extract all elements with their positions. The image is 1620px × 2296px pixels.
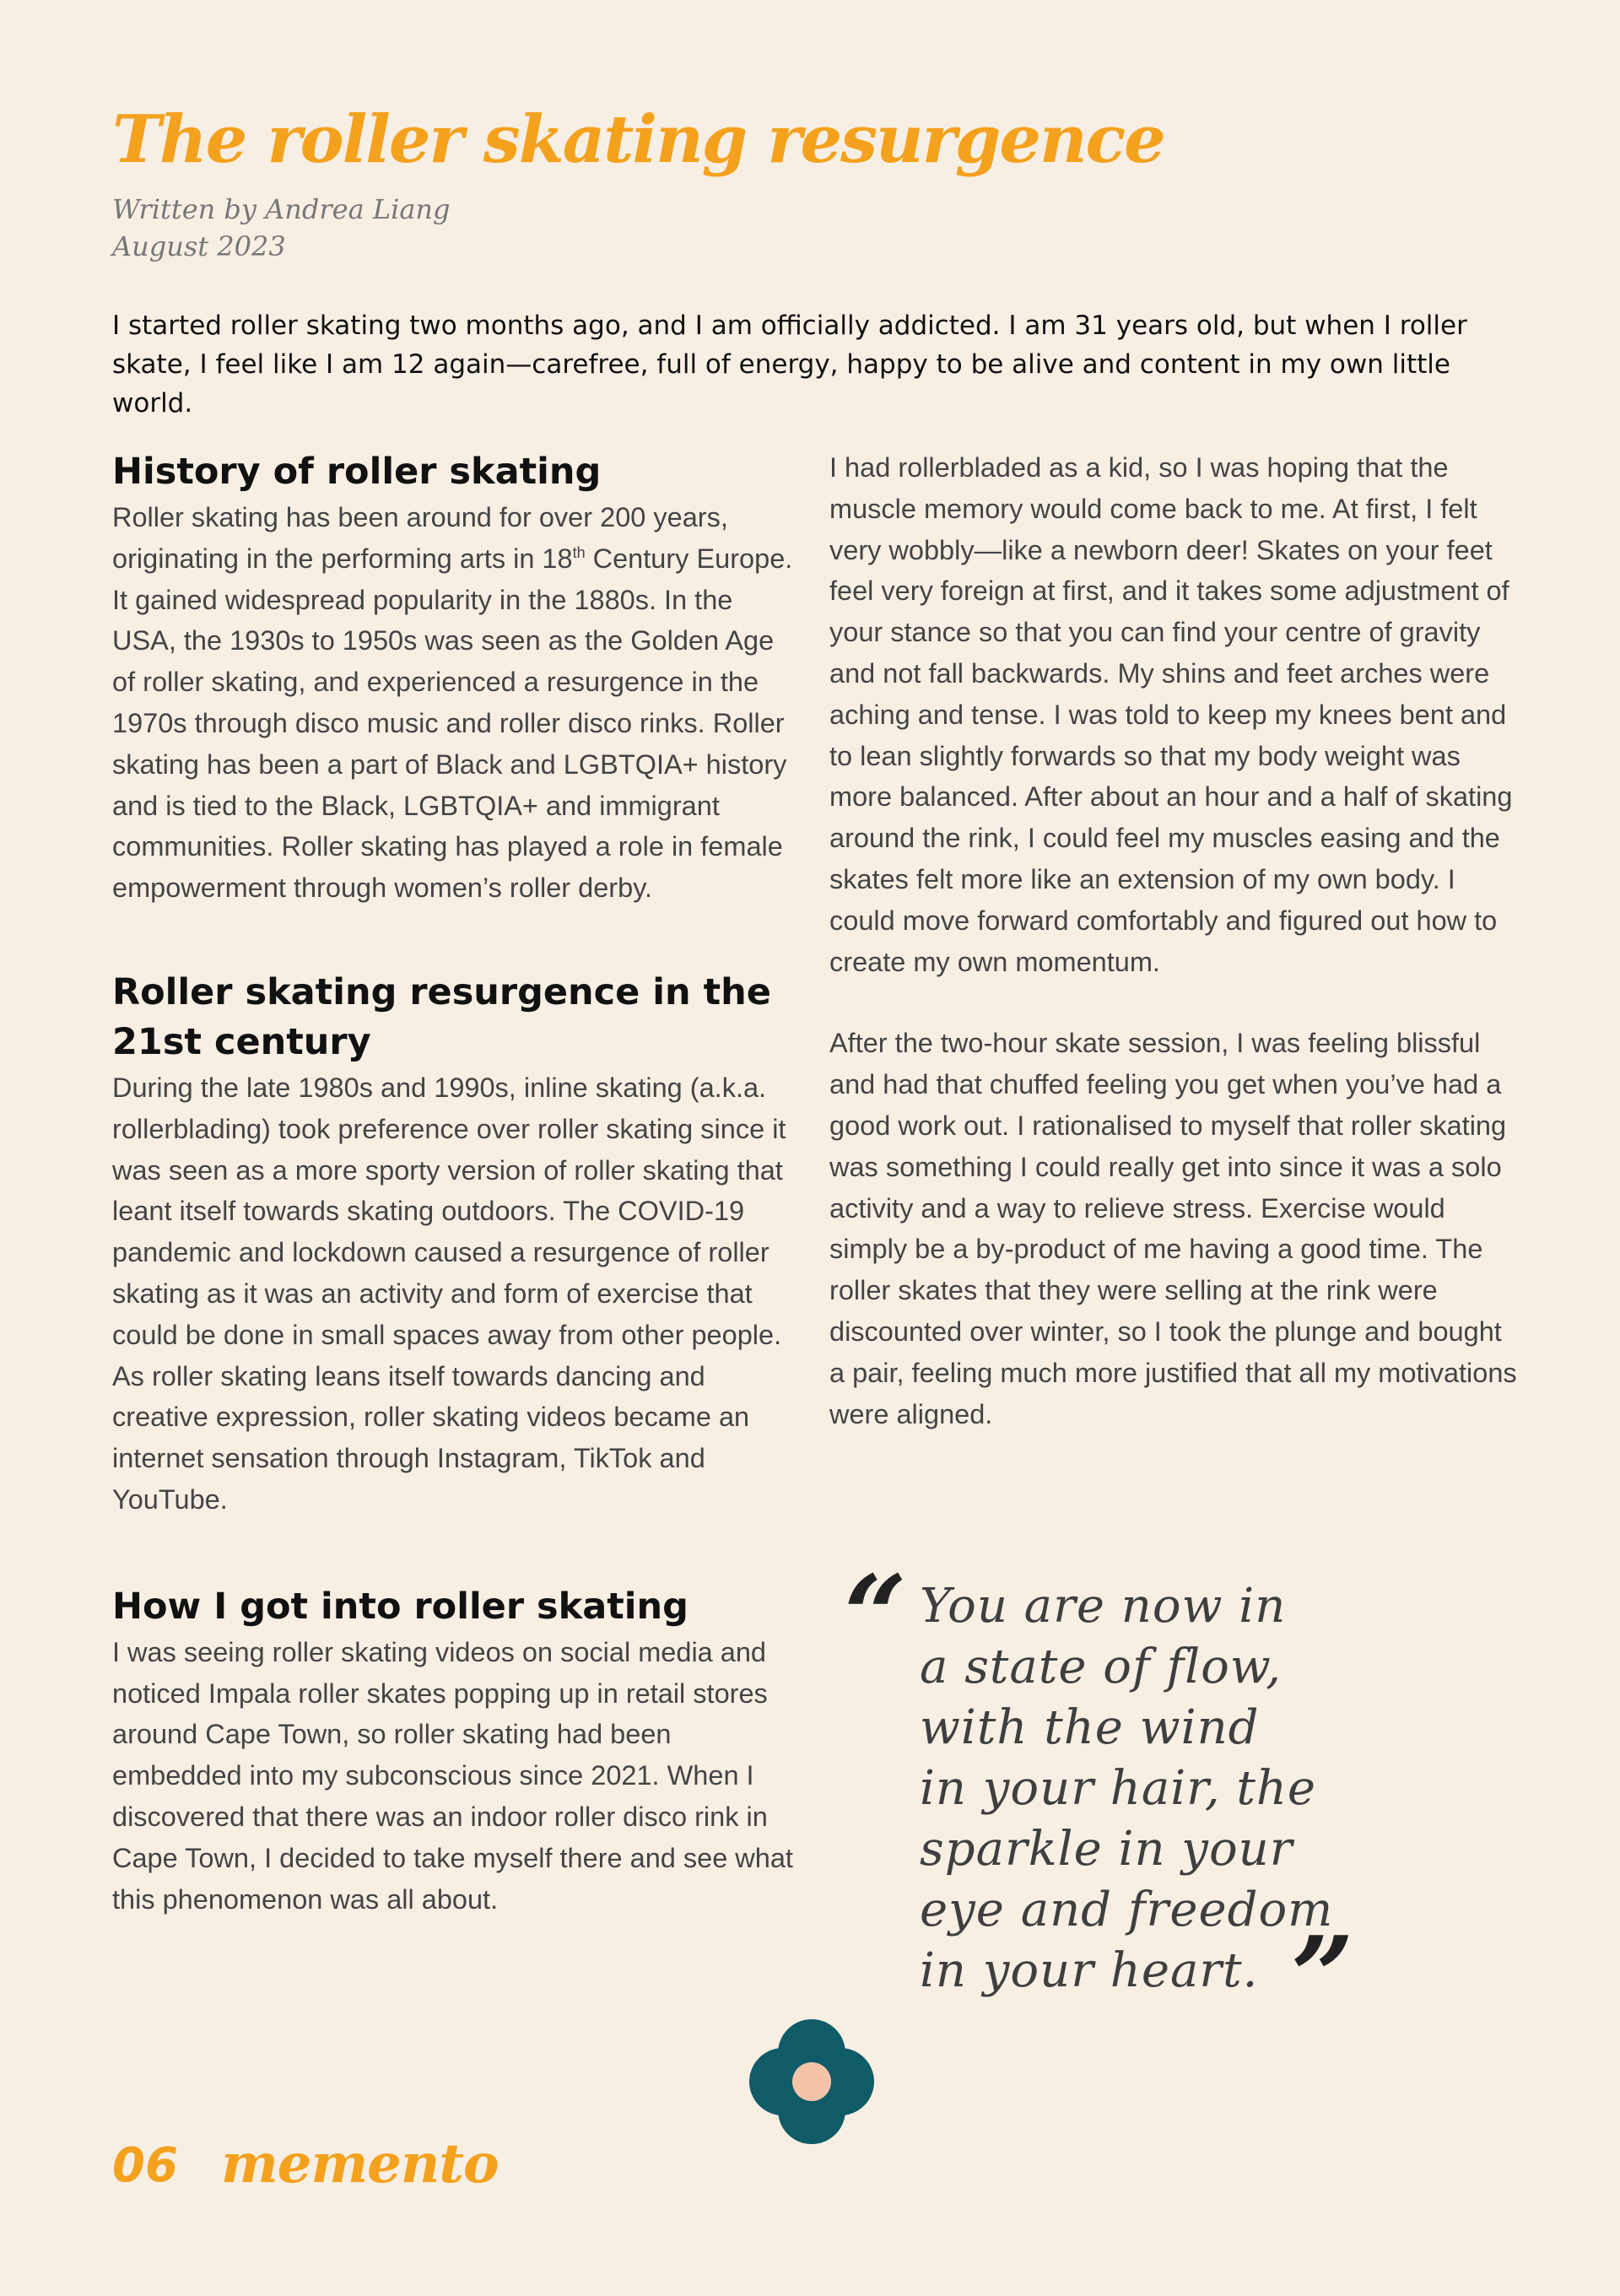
page-number: 06 [112,2138,178,2193]
article-title: The roller skating resurgence [112,101,1164,178]
intro-paragraph: I started roller skating two months ago, and I am officially addicted. I am 31 years old, but when I roller skate, I feel like I am 12 again—carefree, full of energy, happy to be alive and content in my own little world. [112,311,1467,419]
section-body-resurgence: During the late 1980s and 1990s, inline skating (a.k.a. rollerblading) took preference over roller skating since it was seen as a more sporty version of roller skating that leant itself towards skating outdoors. The COVID-19 pandemic and lockdown caused a resurgence of roller skating as it was an activity and form of exercise that could be done in small spaces away from other people. As roller skating leans itself towards dancing and creative expression, roller skating videos became an internet sensation through Instagram, TikTok and YouTube. [112,1072,786,1515]
pull-quote-line: eye and freedom [920,1883,1334,1937]
publish-date: August 2023 [112,230,286,262]
byline [112,191,451,265]
pull-quote [844,1551,1367,2041]
pull-quote-line: in your heart. [920,1943,1259,1998]
history-text-part2: Century Europe. It gained widespread popularity in the 1880s. In the USA, the 1930s to 1950s was seen as the Golden Age of roller skating, and experienced a resurgence in the 1970s through disco music and roller disco rinks. Roller skating has been a part of Black and LGBTQIA+ history and is tied to the Black, LGBTQIA+ and immigrant communities. Roller skating has played a role in female empowerment through women’s roller derby. [112,543,793,904]
pull-quote-line: with the wind [920,1700,1260,1755]
right-paragraph-2: After the two-hour skate session, I was feeling blissful and had that chuffed feeling you get when you’ve had a good work out. I rationalised to myself that roller skating was something I could really get into since it was a solo activity and a way to relieve stress. Exercise would simply be a by-product of me having a good time. The roller skates that they were selling at the rink were discounted over winter, so I took the plunge and bought a pair, feeling much more justified that all my motivations were aligned. [829,1028,1517,1429]
history-text-part1: Roller skating has been around for over 200 years, originating in the performing arts in 18 [112,502,728,574]
right-paragraph-1: I had rollerbladed as a kid, so I was hoping that the muscle memory would come back to me. At first, I felt very wobbly—like a newborn deer! Skates on your feet feel very foreign at first, and it takes some adjustment of your stance so that you can find your centre of gravity and not fall backwards. My shins and feet arches were aching and tense. I was told to keep my knees bent and to lean slightly forwards so that my body weight was more balanced. After about an hour and a half of skating around the rink, I could feel my muscles easing and the skates felt more like an extension of my own body. I could move forward comfortably and figured out how to create my own momentum. [829,452,1513,977]
section-heading-resurgence: Roller skating resurgence in the 21st century [112,970,771,1063]
ordinal-superscript: th [572,543,586,561]
author: Written by Andrea Liang [112,193,451,225]
section-body-how: I was seeing roller skating videos on social media and noticed Impala roller skates popping up in retail stores around Cape Town, so roller skating had been embedded into my subconscious since 2021. When I discovered that there was an indoor roller disco rink in Cape Town, I decided to take myself there and see what this phenomenon was all about. [112,1636,793,1915]
section-heading-history: History of roller skating [112,451,602,493]
pull-quote-line: You are now in [920,1579,1287,1634]
magazine-logo: memento [221,2132,499,2196]
pull-quote-line: in your hair, the [920,1761,1317,1816]
close-quote-mark: ” [1291,1912,1354,2041]
left-column [112,447,804,1920]
flower-icon [749,2019,874,2144]
open-quote-mark: “ [844,1551,907,1680]
section-heading-how: How I got into roller skating [112,1585,688,1628]
pull-quote-text [920,1576,1333,2002]
right-column [829,447,1521,1434]
section-body-history [112,497,804,909]
pull-quote-line: sparkle in your [920,1822,1293,1877]
pull-quote-line: a state of flow, [920,1640,1282,1694]
